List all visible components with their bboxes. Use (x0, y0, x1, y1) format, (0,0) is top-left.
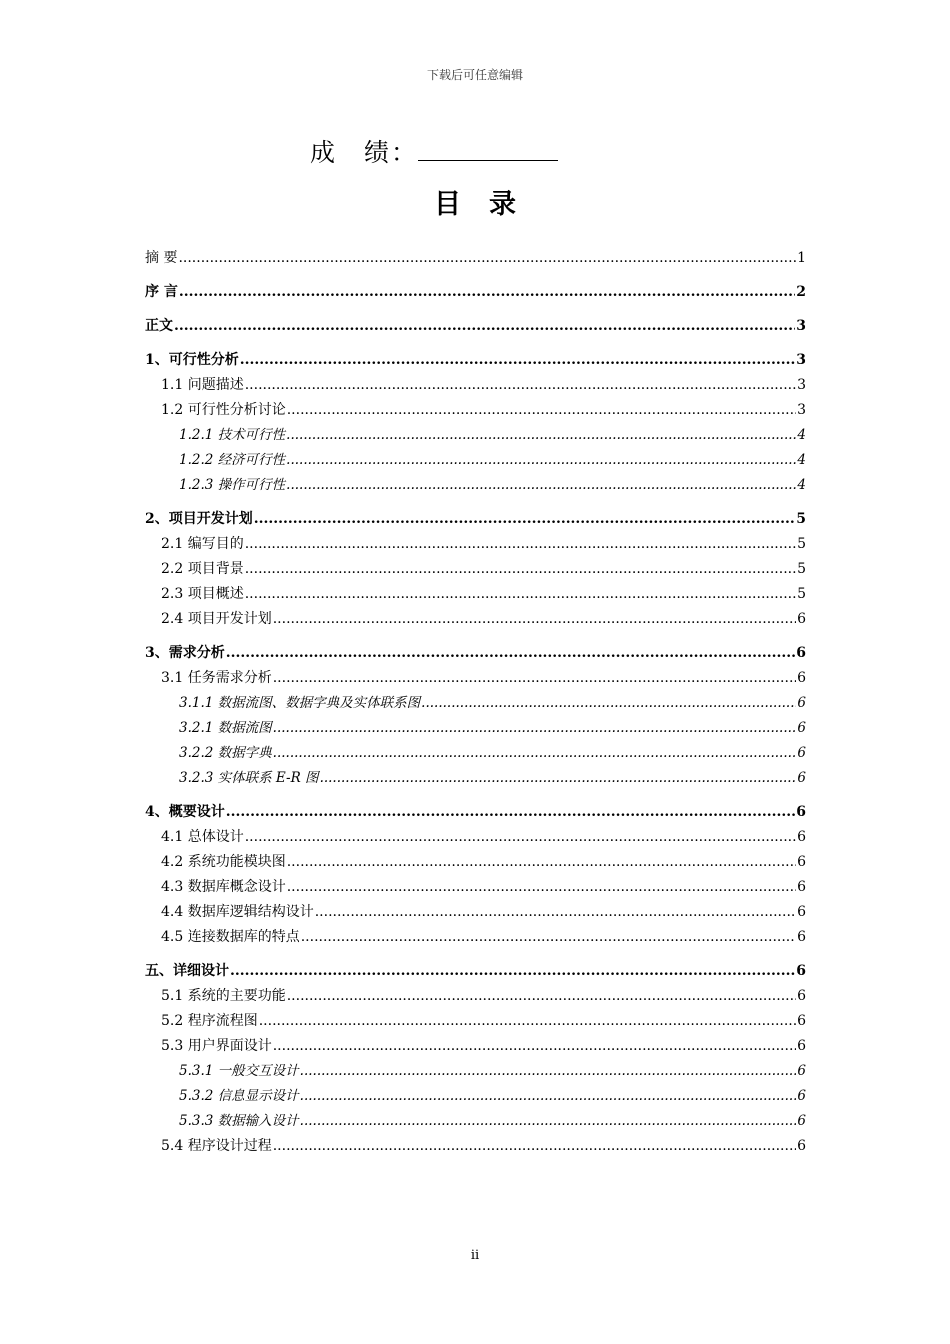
toc-entry-page: 6 (796, 645, 806, 661)
toc-entry-title: 3.1.1 数据流图、数据字典及实体联系图 (179, 695, 421, 711)
page-header-note: 下载后可任意编辑 (426, 68, 523, 82)
toc-entry[interactable] (145, 959, 806, 984)
toc-entry[interactable] (145, 373, 806, 398)
toc-entry-page: 6 (797, 745, 806, 761)
toc-leader-dots (286, 423, 796, 448)
toc-entry-page: 6 (797, 988, 806, 1004)
toc-entry-page: 6 (796, 963, 806, 979)
toc-entry-title: 2.4 项目开发计划 (161, 611, 272, 627)
toc-entry-title: 3.1 任务需求分析 (161, 670, 272, 686)
toc-entry-title: 4.3 数据库概念设计 (161, 879, 286, 895)
toc-entry-title: 3.2.2 数据字典 (179, 745, 272, 761)
toc-entry[interactable] (145, 314, 806, 339)
toc-entry[interactable] (145, 825, 806, 850)
toc-entry-title: 五、详细设计 (145, 963, 229, 979)
toc-entry-page: 3 (796, 352, 806, 368)
page-number: ii (470, 1248, 480, 1263)
toc-entry-title: 5.3.3 数据输入设计 (179, 1113, 299, 1129)
toc-entry-title: 5.1 系统的主要功能 (161, 988, 286, 1004)
toc-entry[interactable] (145, 691, 806, 716)
toc-leader-dots (287, 398, 796, 423)
toc-entry-page: 5 (797, 586, 806, 602)
toc-leader-dots (287, 850, 796, 875)
toc-entry[interactable] (145, 1034, 806, 1059)
toc-entry-title: 1.2 可行性分析讨论 (161, 402, 286, 418)
toc-entry-page: 6 (797, 879, 806, 895)
toc-leader-dots (245, 532, 796, 557)
toc-entry[interactable] (145, 1009, 806, 1034)
toc-entry-page: 6 (797, 1063, 806, 1079)
toc-entry-title: 3.2.1 数据流图 (179, 720, 272, 736)
toc-entry-title: 1.2.3 操作可行性 (179, 477, 286, 493)
toc-leader-dots (273, 741, 797, 766)
toc-leader-dots (245, 582, 796, 607)
toc-entry[interactable] (145, 925, 806, 950)
toc-leader-dots (179, 280, 795, 305)
toc-leader-dots (287, 984, 796, 1009)
toc-entry-title: 序 言 (145, 284, 178, 300)
toc-entry-page: 6 (797, 1038, 806, 1054)
toc-entry-title: 5.3.1 一般交互设计 (179, 1063, 299, 1079)
score-field (310, 133, 418, 169)
toc-entry-title: 1.2.2 经济可行性 (179, 452, 286, 468)
toc-leader-dots (273, 716, 797, 741)
toc-leader-dots (226, 641, 796, 666)
toc-entry-title: 2、项目开发计划 (145, 511, 253, 527)
toc-entry-page: 6 (797, 695, 806, 711)
toc-entry[interactable] (145, 1084, 806, 1109)
toc-entry[interactable] (145, 448, 806, 473)
toc-entry[interactable] (145, 1134, 806, 1159)
toc-leader-dots (287, 875, 796, 900)
toc-leader-dots (245, 825, 796, 850)
toc-leader-dots (230, 959, 795, 984)
toc-entry-page: 2 (796, 284, 806, 300)
toc-entry-title: 1.2.1 技术可行性 (179, 427, 286, 443)
toc-entry[interactable] (145, 900, 806, 925)
toc-leader-dots (226, 800, 796, 825)
toc-entry-title: 5.3.2 信息显示设计 (179, 1088, 299, 1104)
toc-entry-page: 3 (797, 377, 806, 393)
score-blank-line (418, 160, 558, 161)
toc-entry[interactable] (145, 850, 806, 875)
score-label: 成 绩： (310, 138, 419, 167)
toc-entry-page: 5 (797, 561, 806, 577)
toc-title: 目录 (434, 189, 544, 220)
toc-entry-page: 6 (797, 1138, 806, 1154)
toc-entry[interactable] (145, 246, 806, 271)
toc-entry[interactable] (145, 398, 806, 423)
toc-leader-dots (421, 691, 796, 716)
toc-entry-page: 4 (797, 477, 806, 493)
toc-entry-page: 6 (797, 720, 806, 736)
toc-entry[interactable] (145, 1059, 806, 1084)
toc-entry[interactable] (145, 348, 806, 373)
toc-leader-dots (315, 900, 796, 925)
toc-entry-page: 6 (797, 1088, 806, 1104)
toc-entry-title: 3.2.3 实体联系 E-R 图 (179, 770, 319, 786)
toc-leader-dots (300, 1059, 797, 1084)
toc-entry[interactable] (145, 582, 806, 607)
toc-entry-title: 摘 要 (145, 250, 178, 266)
toc-entry-title: 2.3 项目概述 (161, 586, 244, 602)
toc-entry-title: 5.2 程序流程图 (161, 1013, 258, 1029)
toc-entry-page: 6 (797, 1013, 806, 1029)
toc-leader-dots (273, 1134, 796, 1159)
toc-entry-title: 4.2 系统功能模块图 (161, 854, 286, 870)
toc-entry[interactable] (145, 557, 806, 582)
toc-entry[interactable] (145, 741, 806, 766)
toc-entry[interactable] (145, 766, 806, 791)
toc-leader-dots (286, 448, 796, 473)
toc-entry-page: 5 (796, 511, 806, 527)
toc-leader-dots (240, 348, 796, 373)
toc-entry-page: 6 (797, 904, 806, 920)
toc-leader-dots (300, 1084, 797, 1109)
toc-leader-dots (245, 373, 796, 398)
toc-leader-dots (254, 507, 796, 532)
toc-entry-page: 6 (797, 670, 806, 686)
toc-entry[interactable] (145, 666, 806, 691)
toc-leader-dots (174, 314, 795, 339)
toc-entry-page: 5 (797, 536, 806, 552)
toc-entry[interactable] (145, 607, 806, 632)
toc-entry-page: 3 (796, 318, 806, 334)
toc-entry-page: 6 (797, 854, 806, 870)
toc-entry[interactable] (145, 984, 806, 1009)
toc-entry-page: 1 (797, 250, 806, 266)
toc-entry[interactable] (145, 532, 806, 557)
toc-entry[interactable] (145, 875, 806, 900)
toc-entry-title: 1.1 问题描述 (161, 377, 244, 393)
toc-entry-title: 4.5 连接数据库的特点 (161, 929, 300, 945)
table-of-contents (145, 246, 806, 1159)
toc-entry-title: 4.4 数据库逻辑结构设计 (161, 904, 314, 920)
toc-entry-title: 2.1 编写目的 (161, 536, 244, 552)
toc-entry-page: 3 (797, 402, 806, 418)
toc-entry[interactable] (145, 473, 806, 498)
toc-leader-dots (273, 1034, 796, 1059)
toc-entry-title: 3、需求分析 (145, 645, 225, 661)
toc-entry-title: 正文 (145, 318, 173, 334)
toc-leader-dots (259, 1009, 796, 1034)
toc-leader-dots (178, 246, 796, 271)
toc-entry-page: 4 (797, 452, 806, 468)
toc-leader-dots (273, 666, 796, 691)
toc-leader-dots (273, 607, 796, 632)
toc-entry[interactable] (145, 507, 806, 532)
toc-entry-title: 4.1 总体设计 (161, 829, 244, 845)
toc-entry-title: 2.2 项目背景 (161, 561, 244, 577)
toc-leader-dots (301, 925, 796, 950)
toc-entry[interactable] (145, 641, 806, 666)
toc-entry-title: 1、可行性分析 (145, 352, 239, 368)
toc-entry-page: 6 (797, 829, 806, 845)
toc-entry-page: 6 (797, 611, 806, 627)
toc-leader-dots (320, 766, 797, 791)
toc-entry-page: 6 (796, 804, 806, 820)
toc-entry[interactable] (145, 1109, 806, 1134)
toc-entry-page: 6 (797, 1113, 806, 1129)
toc-entry[interactable] (145, 716, 806, 741)
toc-entry-title: 5.3 用户界面设计 (161, 1038, 272, 1054)
toc-entry[interactable] (145, 280, 806, 305)
toc-entry[interactable] (145, 423, 806, 448)
toc-entry-page: 6 (797, 929, 806, 945)
toc-entry-page: 4 (797, 427, 806, 443)
toc-leader-dots (245, 557, 796, 582)
toc-leader-dots (286, 473, 796, 498)
toc-leader-dots (300, 1109, 797, 1134)
toc-entry-title: 4、概要设计 (145, 804, 225, 820)
toc-entry-page: 6 (797, 770, 806, 786)
toc-entry-title: 5.4 程序设计过程 (161, 1138, 272, 1154)
toc-entry[interactable] (145, 800, 806, 825)
